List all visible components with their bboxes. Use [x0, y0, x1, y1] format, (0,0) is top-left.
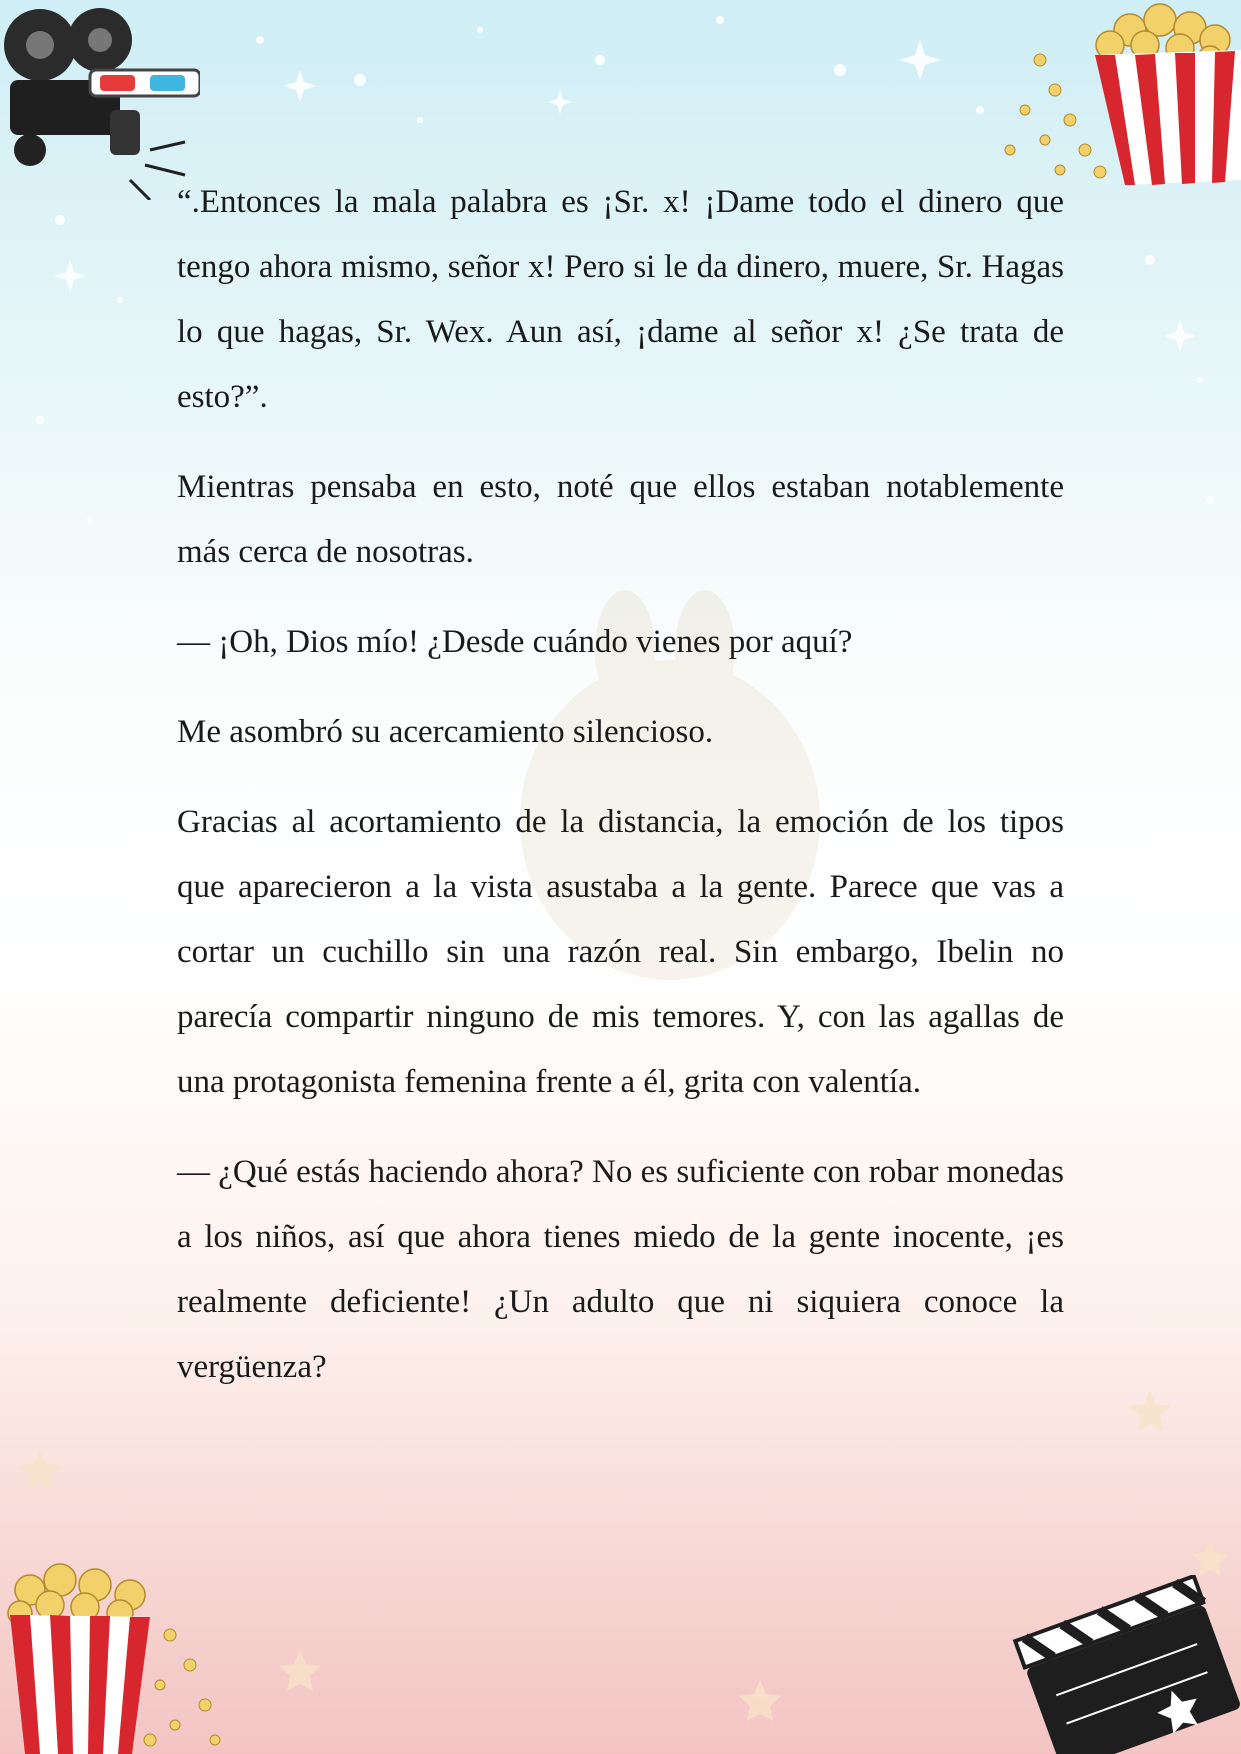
paragraph: “.Entonces la mala palabra es ¡Sr. x! ¡Dame todo el dinero que tengo ahora mismo, señor x! Pero si le da dinero, muere, Sr. Hagas lo que hagas, Sr. Wex. Aun así, ¡dame al señor x! ¿Se trata de esto?”. [177, 184, 1064, 415]
paragraph: Gracias al acortamiento de la distancia, la emoción de los tipos que aparecieron a la vista asustaba a la gente. Parece que vas a cortar un cuchillo sin una razón real. Sin embargo, Ibelin no parecía compartir ninguno de mis temores. Y, con las agallas de una protagonista femenina frente a él, grita con valentía. [177, 804, 1064, 1100]
story-text [177, 170, 1064, 1425]
paragraph: Me asombró su acercamiento silencioso. [177, 714, 714, 750]
paragraph: — ¿Qué estás haciendo ahora? No es suficiente con robar monedas a los niños, así que ahora tienes miedo de la gente inocente, ¡es realmente deficiente! ¿Un adulto que ni siquiera conoce la vergüenza? [177, 1154, 1064, 1385]
clapperboard-icon [1010, 1575, 1241, 1754]
paragraph: — ¡Oh, Dios mío! ¿Desde cuándo vienes por aquí? [177, 624, 853, 660]
popcorn-bucket-icon [0, 1555, 230, 1754]
popcorn-bucket-icon [1000, 0, 1241, 190]
film-camera-icon [0, 0, 200, 200]
paragraph: Mientras pensaba en esto, noté que ellos estaban notablemente más cerca de nosotras. [177, 469, 1064, 570]
